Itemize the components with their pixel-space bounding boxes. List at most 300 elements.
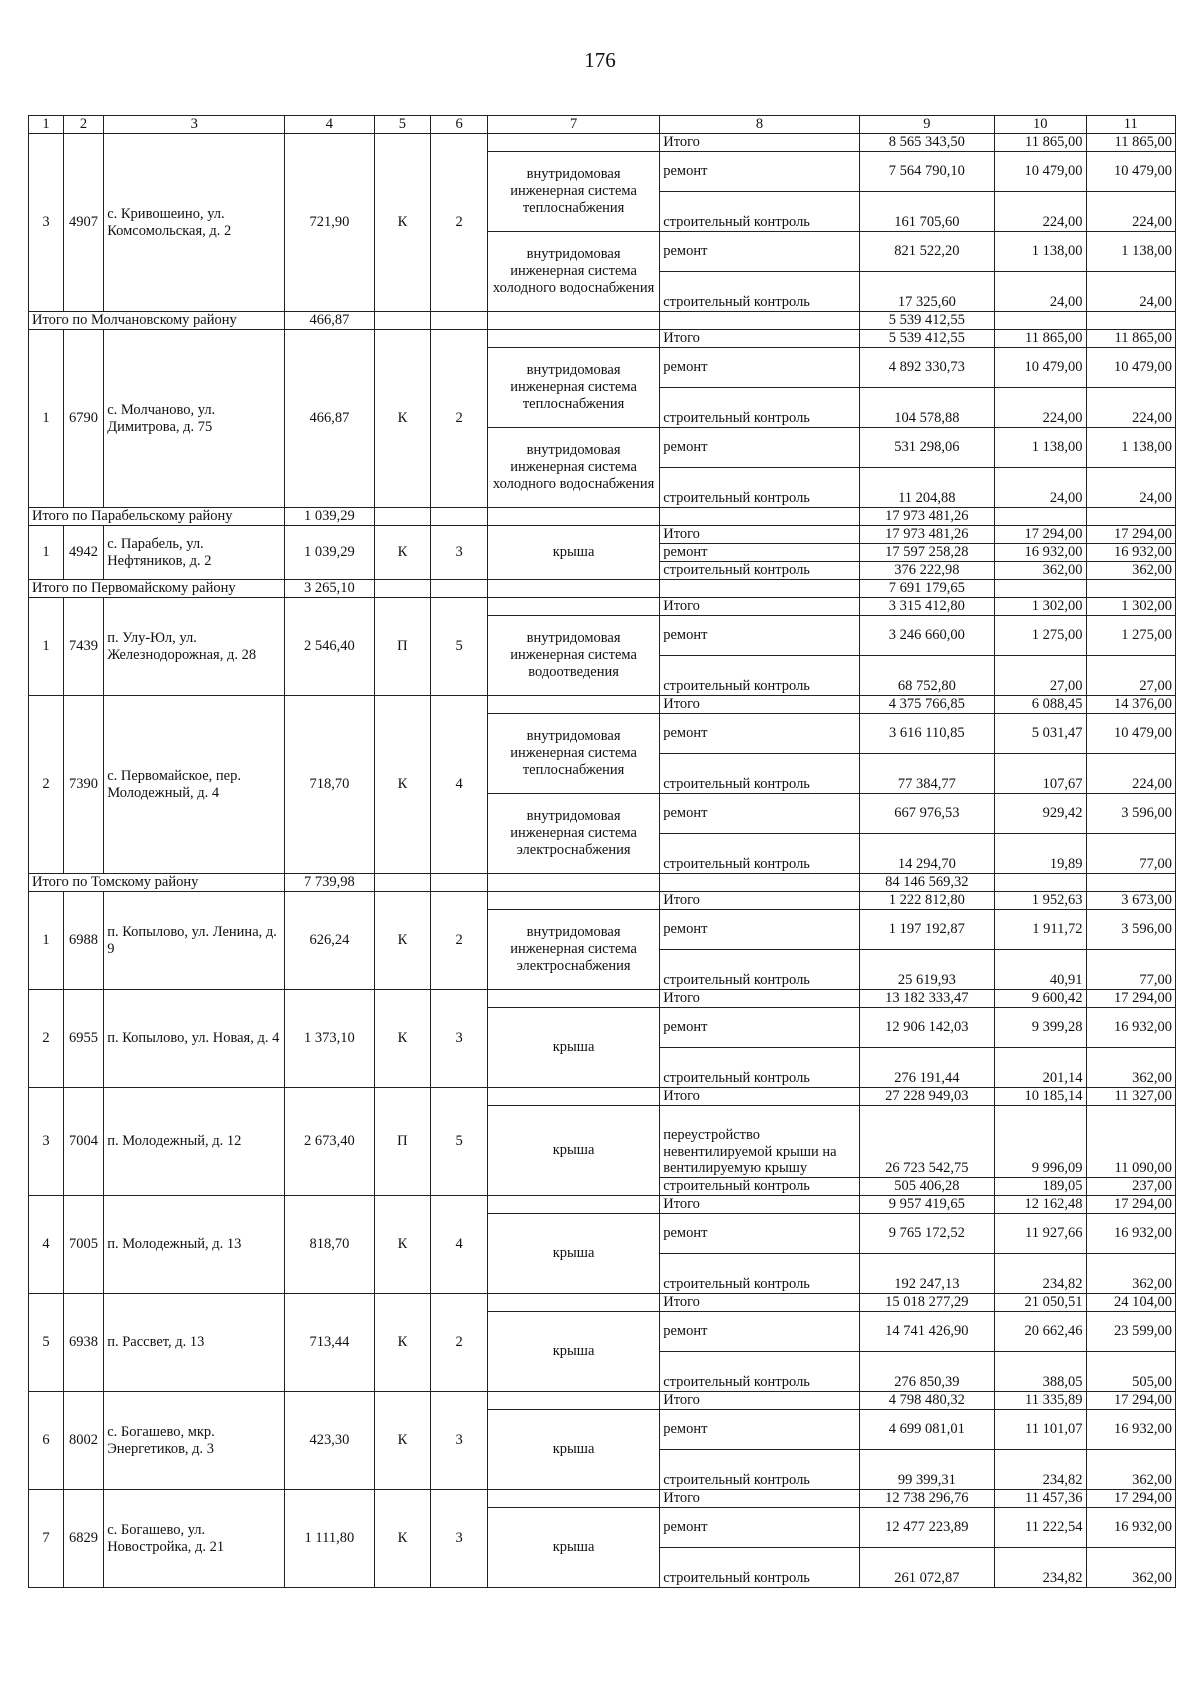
repair-label: ремонт [660,348,860,388]
work-value: 3 596,00 [1086,794,1176,834]
repair-label: ремонт [660,1410,860,1450]
empty-cell [431,508,488,526]
empty-cell [487,892,659,910]
work-value: 362,00 [994,562,1086,580]
house-area: 466,87 [285,330,374,508]
work-type: внутридомовая инженерная система водоотведения [487,616,659,696]
total-value: 11 865,00 [1086,330,1176,348]
column-number-1: 1 [29,116,64,134]
work-value: 9 765 172,52 [859,1214,994,1254]
work-value: 77,00 [1086,834,1176,874]
total-value: 9 600,42 [994,990,1086,1008]
control-label: строительный контроль [660,192,860,232]
work-type: крыша [487,1508,659,1588]
work-value: 189,05 [994,1178,1086,1196]
control-label: строительный контроль [660,950,860,990]
total-label: Итого [660,134,860,152]
control-label: строительный контроль [660,754,860,794]
district-sum: 7 691 179,65 [859,580,994,598]
floors-count: 3 [431,1490,488,1588]
repair-label: ремонт [660,794,860,834]
control-label: строительный контроль [660,388,860,428]
total-value: 17 294,00 [1086,526,1176,544]
work-value: 16 932,00 [994,544,1086,562]
repair-label: ремонт [660,1008,860,1048]
total-value: 14 376,00 [1086,696,1176,714]
district-total-row [29,508,1176,526]
repair-label: ремонт [660,714,860,754]
repair-label: ремонт [660,1312,860,1352]
house-code: 6955 [63,990,103,1088]
house-area: 1 373,10 [285,990,374,1088]
total-label: Итого [660,1088,860,1106]
house-total-row [29,330,1176,348]
house-total-row [29,696,1176,714]
work-type: крыша [487,1214,659,1294]
floors-count: 4 [431,696,488,874]
house-number: 7 [29,1490,64,1588]
empty-cell [374,580,431,598]
work-value: 362,00 [1086,1048,1176,1088]
work-value: 3 246 660,00 [859,616,994,656]
work-value: 23 599,00 [1086,1312,1176,1352]
work-value: 261 072,87 [859,1548,994,1588]
work-value: 1 138,00 [994,428,1086,468]
house-address: с. Первомайское, пер. Молодежный, д. 4 [104,696,285,874]
control-label: строительный контроль [660,562,860,580]
empty-cell [1086,580,1176,598]
house-address: с. Богашево, мкр. Энергетиков, д. 3 [104,1392,285,1490]
house-number: 5 [29,1294,64,1392]
house-code: 8002 [63,1392,103,1490]
house-area: 713,44 [285,1294,374,1392]
house-total-row [29,1392,1176,1410]
floors-count: 5 [431,1088,488,1196]
work-value: 104 578,88 [859,388,994,428]
column-number-9: 9 [859,116,994,134]
work-value: 16 932,00 [1086,1508,1176,1548]
work-value: 24,00 [994,272,1086,312]
total-value: 17 294,00 [1086,1392,1176,1410]
control-label: строительный контроль [660,656,860,696]
house-address: п. Копылово, ул. Новая, д. 4 [104,990,285,1088]
house-code: 6988 [63,892,103,990]
work-value: 12 477 223,89 [859,1508,994,1548]
control-label: строительный контроль [660,272,860,312]
house-total-row [29,1490,1176,1508]
work-value: 27,00 [994,656,1086,696]
total-value: 12 738 296,76 [859,1490,994,1508]
repair-label: ремонт [660,616,860,656]
work-value: 11 090,00 [1086,1106,1176,1178]
empty-cell [374,312,431,330]
work-value: 10 479,00 [994,348,1086,388]
house-total-row [29,892,1176,910]
work-value: 40,91 [994,950,1086,990]
empty-cell [374,874,431,892]
work-value: 362,00 [1086,1450,1176,1490]
total-label: Итого [660,330,860,348]
empty-cell [660,580,860,598]
district-total-row [29,312,1176,330]
work-value: 17 325,60 [859,272,994,312]
work-type: крыша [487,1312,659,1392]
total-value: 1 302,00 [994,598,1086,616]
total-value: 6 088,45 [994,696,1086,714]
work-value: 376 222,98 [859,562,994,580]
district-title: Итого по Парабельскому району [29,508,285,526]
total-value: 17 294,00 [994,526,1086,544]
house-code: 4942 [63,526,103,580]
work-value: 4 892 330,73 [859,348,994,388]
total-value: 9 957 419,65 [859,1196,994,1214]
total-value: 11 865,00 [1086,134,1176,152]
wall-material: К [374,892,431,990]
empty-cell [431,874,488,892]
house-address: п. Молодежный, д. 12 [104,1088,285,1196]
repair-label: переустройство невентилируемой крыши на вентилируемую крышу [660,1106,860,1178]
work-value: 1 138,00 [1086,428,1176,468]
work-value: 224,00 [1086,192,1176,232]
total-value: 17 294,00 [1086,1490,1176,1508]
work-type: внутридомовая инженерная система электроснабжения [487,910,659,990]
work-value: 1 138,00 [994,232,1086,272]
empty-cell [487,696,659,714]
total-value: 3 315 412,80 [859,598,994,616]
house-number: 6 [29,1392,64,1490]
total-label: Итого [660,1196,860,1214]
house-address: с. Богашево, ул. Новостройка, д. 21 [104,1490,285,1588]
wall-material: К [374,526,431,580]
floors-count: 3 [431,1392,488,1490]
work-type: внутридомовая инженерная система холодного водоснабжения [487,428,659,508]
house-address: с. Молчаново, ул. Димитрова, д. 75 [104,330,285,508]
repair-program-table [28,115,1176,1588]
total-value: 4 798 480,32 [859,1392,994,1410]
work-type: крыша [487,526,659,580]
work-value: 234,82 [994,1254,1086,1294]
work-value: 11 101,07 [994,1410,1086,1450]
work-value: 107,67 [994,754,1086,794]
work-value: 362,00 [1086,1254,1176,1294]
column-number-6: 6 [431,116,488,134]
house-code: 7439 [63,598,103,696]
work-value: 16 932,00 [1086,1008,1176,1048]
work-value: 77 384,77 [859,754,994,794]
total-value: 15 018 277,29 [859,1294,994,1312]
work-value: 7 564 790,10 [859,152,994,192]
house-code: 7004 [63,1088,103,1196]
total-value: 24 104,00 [1086,1294,1176,1312]
house-total-row [29,1196,1176,1214]
total-value: 27 228 949,03 [859,1088,994,1106]
total-value: 11 865,00 [994,330,1086,348]
work-value: 201,14 [994,1048,1086,1088]
work-value: 14 294,70 [859,834,994,874]
control-label: строительный контроль [660,834,860,874]
work-value: 276 850,39 [859,1352,994,1392]
repair-label: ремонт [660,1214,860,1254]
total-value: 8 565 343,50 [859,134,994,152]
work-value: 24,00 [1086,468,1176,508]
work-value: 4 699 081,01 [859,1410,994,1450]
work-value: 16 932,00 [1086,544,1176,562]
house-number: 1 [29,526,64,580]
work-value: 12 906 142,03 [859,1008,994,1048]
work-value: 192 247,13 [859,1254,994,1294]
column-number-11: 11 [1086,116,1176,134]
empty-cell [1086,508,1176,526]
empty-cell [487,134,659,152]
house-address: п. Копылово, ул. Ленина, д. 9 [104,892,285,990]
work-value: 68 752,80 [859,656,994,696]
empty-cell [994,508,1086,526]
work-value: 24,00 [1086,272,1176,312]
work-value: 234,82 [994,1548,1086,1588]
work-value: 1 197 192,87 [859,910,994,950]
work-value: 10 479,00 [1086,152,1176,192]
total-value: 17 973 481,26 [859,526,994,544]
house-area: 1 039,29 [285,526,374,580]
empty-cell [994,312,1086,330]
work-value: 1 275,00 [994,616,1086,656]
work-value: 77,00 [1086,950,1176,990]
work-value: 505,00 [1086,1352,1176,1392]
wall-material: П [374,1088,431,1196]
total-label: Итого [660,892,860,910]
column-number-2: 2 [63,116,103,134]
empty-cell [487,1490,659,1508]
total-value: 11 327,00 [1086,1088,1176,1106]
control-label: строительный контроль [660,1254,860,1294]
total-label: Итого [660,990,860,1008]
work-value: 929,42 [994,794,1086,834]
control-label: строительный контроль [660,1352,860,1392]
work-value: 224,00 [1086,754,1176,794]
house-code: 6790 [63,330,103,508]
house-area: 2 673,40 [285,1088,374,1196]
empty-cell [1086,874,1176,892]
empty-cell [994,874,1086,892]
empty-cell [1086,312,1176,330]
empty-cell [487,580,659,598]
floors-count: 2 [431,330,488,508]
house-number: 1 [29,330,64,508]
district-total-row [29,874,1176,892]
floors-count: 5 [431,598,488,696]
work-value: 1 911,72 [994,910,1086,950]
district-area: 3 265,10 [285,580,374,598]
empty-cell [994,580,1086,598]
work-value: 237,00 [1086,1178,1176,1196]
house-area: 2 546,40 [285,598,374,696]
house-total-row [29,990,1176,1008]
column-number-5: 5 [374,116,431,134]
house-area: 721,90 [285,134,374,312]
house-total-row [29,526,1176,544]
work-value: 27,00 [1086,656,1176,696]
repair-label: ремонт [660,428,860,468]
house-total-row [29,134,1176,152]
control-label: строительный контроль [660,1178,860,1196]
district-sum: 17 973 481,26 [859,508,994,526]
empty-cell [487,598,659,616]
work-value: 99 399,31 [859,1450,994,1490]
control-label: строительный контроль [660,1048,860,1088]
floors-count: 2 [431,134,488,312]
column-number-8: 8 [660,116,860,134]
total-value: 13 182 333,47 [859,990,994,1008]
work-value: 11 204,88 [859,468,994,508]
district-sum: 84 146 569,32 [859,874,994,892]
work-value: 11 222,54 [994,1508,1086,1548]
total-label: Итого [660,1490,860,1508]
work-value: 20 662,46 [994,1312,1086,1352]
total-value: 4 375 766,85 [859,696,994,714]
work-value: 11 927,66 [994,1214,1086,1254]
district-sum: 5 539 412,55 [859,312,994,330]
district-title: Итого по Томскому району [29,874,285,892]
work-type: внутридомовая инженерная система теплоснабжения [487,348,659,428]
total-value: 17 294,00 [1086,1196,1176,1214]
total-label: Итого [660,696,860,714]
work-value: 5 031,47 [994,714,1086,754]
control-label: строительный контроль [660,1548,860,1588]
work-type: крыша [487,1410,659,1490]
wall-material: К [374,1294,431,1392]
control-label: строительный контроль [660,1450,860,1490]
house-number: 1 [29,892,64,990]
total-label: Итого [660,598,860,616]
column-number-7: 7 [487,116,659,134]
wall-material: К [374,990,431,1088]
work-value: 821 522,20 [859,232,994,272]
page-number: 176 [584,48,616,72]
work-value: 14 741 426,90 [859,1312,994,1352]
wall-material: К [374,1196,431,1294]
total-label: Итого [660,526,860,544]
work-value: 9 996,09 [994,1106,1086,1178]
work-type: крыша [487,1008,659,1088]
column-number-4: 4 [285,116,374,134]
district-area: 7 739,98 [285,874,374,892]
work-type: внутридомовая инженерная система теплоснабжения [487,152,659,232]
empty-cell [487,1392,659,1410]
house-number: 4 [29,1196,64,1294]
work-value: 1 138,00 [1086,232,1176,272]
house-address: п. Улу-Юл, ул. Железнодорожная, д. 28 [104,598,285,696]
column-number-10: 10 [994,116,1086,134]
house-total-row [29,598,1176,616]
work-value: 505 406,28 [859,1178,994,1196]
column-number-3: 3 [104,116,285,134]
work-value: 16 932,00 [1086,1410,1176,1450]
house-code: 6829 [63,1490,103,1588]
house-address: с. Парабель, ул. Нефтяников, д. 2 [104,526,285,580]
floors-count: 3 [431,990,488,1088]
total-value: 11 457,36 [994,1490,1086,1508]
floors-count: 4 [431,1196,488,1294]
work-value: 224,00 [994,192,1086,232]
work-value: 3 596,00 [1086,910,1176,950]
house-code: 4907 [63,134,103,312]
empty-cell [374,508,431,526]
empty-cell [487,1294,659,1312]
empty-cell [487,508,659,526]
house-address: п. Рассвет, д. 13 [104,1294,285,1392]
district-area: 466,87 [285,312,374,330]
empty-cell [487,1088,659,1106]
wall-material: П [374,598,431,696]
repair-label: ремонт [660,910,860,950]
wall-material: К [374,696,431,874]
empty-cell [487,312,659,330]
floors-count: 2 [431,1294,488,1392]
total-value: 3 673,00 [1086,892,1176,910]
house-number: 3 [29,134,64,312]
total-value: 12 162,48 [994,1196,1086,1214]
work-value: 10 479,00 [994,152,1086,192]
control-label: строительный контроль [660,468,860,508]
house-number: 3 [29,1088,64,1196]
empty-cell [487,990,659,1008]
work-value: 388,05 [994,1352,1086,1392]
work-value: 234,82 [994,1450,1086,1490]
empty-cell [487,330,659,348]
work-value: 531 298,06 [859,428,994,468]
work-value: 17 597 258,28 [859,544,994,562]
total-value: 11 335,89 [994,1392,1086,1410]
total-value: 17 294,00 [1086,990,1176,1008]
total-value: 1 952,63 [994,892,1086,910]
work-value: 10 479,00 [1086,348,1176,388]
empty-cell [431,312,488,330]
empty-cell [431,580,488,598]
wall-material: К [374,1490,431,1588]
total-value: 11 865,00 [994,134,1086,152]
house-area: 1 111,80 [285,1490,374,1588]
house-area: 818,70 [285,1196,374,1294]
empty-cell [660,312,860,330]
floors-count: 3 [431,526,488,580]
work-type: внутридомовая инженерная система электроснабжения [487,794,659,874]
house-number: 2 [29,990,64,1088]
house-code: 7390 [63,696,103,874]
work-value: 362,00 [1086,1548,1176,1588]
house-address: с. Кривошеино, ул. Комсомольская, д. 2 [104,134,285,312]
house-area: 423,30 [285,1392,374,1490]
house-address: п. Молодежный, д. 13 [104,1196,285,1294]
total-value: 1 222 812,80 [859,892,994,910]
repair-label: ремонт [660,152,860,192]
work-type: внутридомовая инженерная система холодного водоснабжения [487,232,659,312]
district-title: Итого по Молчановскому району [29,312,285,330]
total-value: 21 050,51 [994,1294,1086,1312]
work-value: 224,00 [994,388,1086,428]
empty-cell [660,508,860,526]
house-code: 7005 [63,1196,103,1294]
repair-label: ремонт [660,544,860,562]
work-value: 25 619,93 [859,950,994,990]
work-value: 362,00 [1086,562,1176,580]
total-label: Итого [660,1294,860,1312]
work-value: 19,89 [994,834,1086,874]
total-value: 1 302,00 [1086,598,1176,616]
repair-label: ремонт [660,232,860,272]
work-value: 26 723 542,75 [859,1106,994,1178]
house-code: 6938 [63,1294,103,1392]
house-number: 2 [29,696,64,874]
